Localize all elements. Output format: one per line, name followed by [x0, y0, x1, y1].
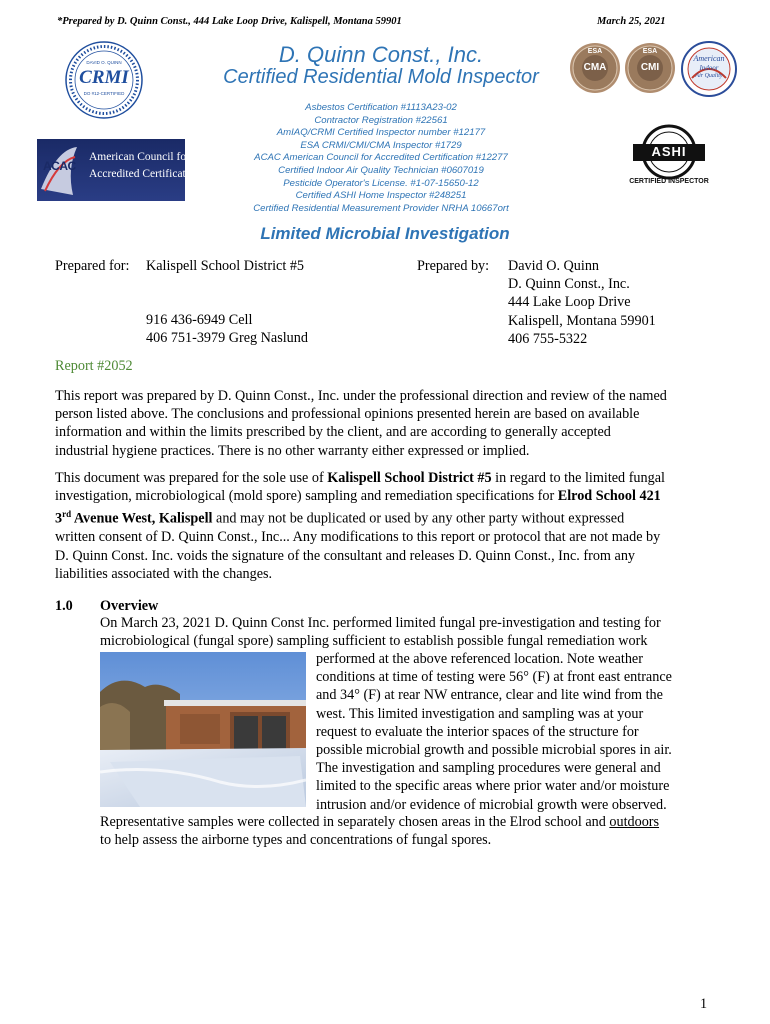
acac-line1: American Council for [89, 151, 190, 163]
esa-cmi-badge [624, 42, 676, 94]
outdoors-underlined: outdoors [609, 814, 660, 830]
aiaq-line3: Air Quality [695, 73, 723, 79]
prepared-by-line: David O. Quinn [508, 258, 600, 274]
esa-cmi-top: ESA [642, 48, 658, 55]
overview-heading: Overview [100, 598, 159, 614]
ashi-logo [617, 124, 721, 190]
esa-cma-top: ESA [587, 48, 603, 55]
esa-cma-badge [569, 42, 621, 94]
certification-item: ESA CRMI/CMI/CMA Inspector #1729 [300, 139, 462, 151]
overview-line: The investigation and sampling procedures were general and [316, 760, 661, 777]
overview-number: 1.0 [55, 598, 73, 614]
paragraph-line: industrial hygiene practices. There is no other warranty either expressed or implied. [55, 442, 530, 459]
overview-line: possible microbial growth and possible microbial spores in air. [316, 742, 672, 759]
esa-cmi-mid: CMI [640, 62, 660, 73]
crmi-caption: DO #12-CERTIFIED [83, 91, 125, 96]
overview-closing: Representative samples were collected in separately chosen areas in the Elrod school and outdoors to help assess the airborne types and concentrations of fungal spores. [100, 814, 660, 849]
overview-line: performed at the above referenced location. Note weather [316, 651, 643, 667]
paragraph-line: information and within the limits prescribed by the client, and are according to generally accepted [55, 424, 611, 441]
header-prepared-line: *Prepared by D. Quinn Const., 444 Lake Loop Drive, Kalispell, Montana 59901 [57, 16, 402, 27]
prepared-by-list [508, 257, 656, 348]
certification-item: Certified Residential Measurement Provider NRHA 10667ort [253, 202, 509, 214]
acac-logo [37, 139, 201, 201]
contact-greg: 406 751-3979 Greg Naslund [146, 330, 308, 346]
overview-line: microbiological (fungal spore) sampling sufficient to establish possible fungal remediation work [100, 633, 648, 650]
indoor-air-quality-seal-logo [680, 40, 738, 98]
page-number: 1 [700, 996, 708, 1012]
certification-item: Pesticide Operator's License. #1-07-15650-12 [283, 177, 479, 189]
report-title: Limited Microbial Investigation [260, 224, 510, 243]
acac-short: ACAC [43, 159, 76, 173]
acac-line2: Accredited Certification [89, 168, 201, 180]
certification-item: Certified Indoor Air Quality Technician #0607019 [278, 164, 484, 176]
crmi-holder: DAVID O. QUINN [86, 60, 122, 65]
client-name-bold: Kalispell School District #5 [327, 470, 492, 486]
overview-line: west. This limited investigation and sampling was at your [316, 705, 644, 722]
certification-item: ACAC American Council for Accredited Certification #12277 [254, 152, 508, 164]
overview-line: conditions at time of testing were 56° (F) at front east entrance [316, 669, 672, 686]
certification-item: Certified ASHI Home Inspector #248251 [295, 190, 467, 202]
overview-intro [100, 614, 661, 650]
site-address-bold: Avenue West, Kalispell [71, 511, 213, 528]
overview-line: request to evaluate the interior spaces of the structure for [316, 723, 639, 740]
overview-line: intrusion and/or evidence of microbial growth were observed. [316, 796, 667, 813]
paragraph-sole-use: This document was prepared for the sole use of Kalispell School District #5 in regard to the limited fungal investigation, microbiological (mold spore) sampling and remediation specifications for Elrod School 421 3rd Avenue West, Kalispell and may not be duplicated or used by any other party without expressed written consent of D. Quinn Const., Inc... Any modifications to this report or protocol that are not made by D. Quinn Const. Inc. voids the signature of the consultant and releases D. Quinn Const., Inc. from any liabilities associated with the changes. [55, 470, 665, 582]
overview-line: On March 23, 2021 D. Quinn Const Inc. performed limited fungal pre-investigation and testing for [100, 615, 661, 631]
aiaq-line1: American [693, 54, 725, 63]
esa-cma-mid: CMA [583, 62, 607, 73]
ashi-name: ASHI [651, 144, 687, 159]
report-number: Report #2052 [55, 358, 133, 374]
certification-item: Asbestos Certification #1113A23-02 [305, 102, 457, 113]
prepared-for-name: Kalispell School District #5 [146, 258, 305, 274]
paragraph-line: person listed above. The conclusions and professional opinions presented herein are based on available [55, 406, 640, 423]
paragraph-line: This report was prepared by D. Quinn Const., Inc. under the professional direction and review of the named [55, 388, 667, 404]
contact-cell: 916 436-6949 Cell [146, 312, 253, 328]
prepared-by-label: Prepared by: [417, 258, 490, 274]
paragraph-disclaimer [55, 387, 755, 460]
prepared-by-line: Kalispell, Montana 59901 [508, 312, 656, 329]
school-exterior-photo [100, 652, 306, 807]
prepared-by-line: D. Quinn Const., Inc. [508, 276, 630, 293]
certifications-list [200, 102, 562, 215]
prepared-for-label: Prepared for: [55, 258, 130, 274]
ashi-caption: CERTIFIED INSPECTOR [629, 178, 709, 185]
site-name-bold: Elrod School 421 [557, 488, 661, 505]
overview-wrap [316, 650, 672, 814]
company-name: D. Quinn Const., Inc. [278, 42, 484, 67]
prepared-by-line: 444 Lake Loop Drive [508, 294, 631, 311]
aiaq-line2: Indoor [699, 64, 719, 72]
header-date: March 25, 2021 [597, 16, 666, 27]
overview-line: limited to the specific areas where prior water and/or moisture [316, 778, 670, 795]
certification-item: Contractor Registration #22561 [314, 114, 448, 126]
prepared-by-line: 406 755-5322 [508, 330, 588, 347]
overview-line: and 34° (F) at rear NW entrance, clear and lite wind from the [316, 687, 663, 704]
company-title: Certified Residential Mold Inspector [223, 66, 539, 88]
certification-item: AmIAQ/CRMI Certified Inspector number #12177 [276, 127, 486, 139]
crmi-name: CRMI [79, 67, 129, 88]
